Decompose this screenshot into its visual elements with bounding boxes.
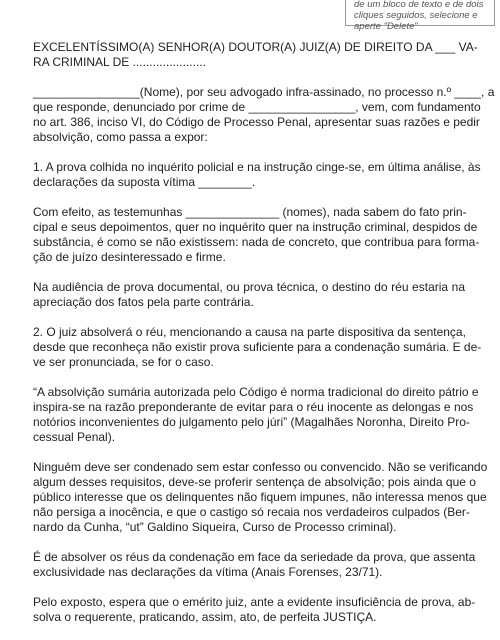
- paragraph-7: [33, 550, 476, 580]
- paragraph-3: [33, 280, 465, 310]
- text-line: cipal e seus depoimentos, quer no inquérito quer na instrução criminal, despidos de: [33, 220, 478, 234]
- text-line: Ninguém deve ser condenado sem estar confesso ou convencido. Não se verificando: [33, 460, 488, 474]
- instruction-line: aperte "Delete": [354, 21, 418, 32]
- text-line: ção de juízo desinteressado e firme.: [33, 250, 226, 264]
- text-line: RA CRIMINAL DE ......................: [33, 55, 206, 69]
- text-line: Pelo exposto, espera que o emérito juiz, ante a evidente insuficiência de prova, ab-: [33, 595, 476, 609]
- paragraph-4: [33, 325, 482, 370]
- instruction-line: cliques seguidos, selecione e: [354, 10, 478, 21]
- text-line: no art. 386, inciso VI, do Código de Processo Penal, apresentar suas razões e pedir: [33, 115, 480, 129]
- text-line: cessual Penal).: [33, 430, 116, 444]
- instruction-note: [345, 0, 495, 32]
- text-line: absolvição, como passa a expor:: [33, 130, 208, 144]
- paragraph-6: [33, 460, 488, 535]
- text-line: não persiga a inocência, e que o castigo só recaia nos verdadeiros culpados (Ber-: [33, 505, 470, 519]
- paragraph-intro: [33, 85, 495, 145]
- text-line: “A absolvição sumária autorizada pelo Código é norma tradicional do direito pátrio e: [33, 385, 479, 399]
- text-line: inspira-se na razão preponderante de evitar para o réu inocente as delongas e nos: [33, 400, 474, 414]
- heading: [33, 40, 478, 70]
- text-line: que responde, denunciado por crime de ________________, vem, com fundamento: [33, 100, 481, 114]
- text-line: solva o requerente, praticando, assim, ato, de perfeita JUSTIÇA.: [33, 610, 377, 624]
- text-line: Na audiência de prova documental, ou prova técnica, o destino do réu estaria na: [33, 280, 465, 294]
- text-line: 2. O juiz absolverá o réu, mencionando a causa na parte dispositiva da sentença,: [33, 325, 466, 339]
- text-line: algum desses requisitos, deve-se proferir sentença de absolvição; pois ainda que o: [33, 475, 476, 489]
- text-line: ________________(Nome), por seu advogado infra-assinado, no processo n.º ____, a: [33, 85, 495, 99]
- text-line: É de absolver os réus da condenação em face da seriedade da prova, que assenta: [33, 550, 476, 564]
- paragraph-1: [33, 160, 481, 190]
- text-line: apreciação dos fatos pela parte contrária.: [33, 295, 254, 309]
- instruction-line: de um bloco de texto e de dois: [354, 0, 484, 10]
- text-line: público interesse que os delinquentes não fiquem impunes, não interessa menos que: [33, 490, 487, 504]
- paragraph-2: [33, 205, 480, 265]
- text-line: declarações da suposta vítima ________.: [33, 175, 256, 189]
- text-line: notórios inconvenientes do julgamento pelo júri” (Magalhães Noronha, Direito Pro-: [33, 415, 470, 429]
- text-line: nardo da Cunha, “ut” Galdino Siqueira, Curso de Processo criminal).: [33, 520, 397, 534]
- text-line: substância, é como se não existissem: nada de concreto, que contribua para forma-: [33, 235, 480, 249]
- text-line: Com efeito, as testemunhas ______________ (nomes), nada sabem do fato prin-: [33, 205, 467, 219]
- text-line: exclusividade nas declarações da vítima (Anais Forenses, 23/71).: [33, 565, 383, 579]
- paragraph-8: [33, 595, 476, 625]
- paragraph-5: [33, 385, 479, 445]
- document-body[interactable]: [33, 40, 495, 640]
- text-line: desde que reconheça não existir prova suficiente para a condenação sumária. E de-: [33, 340, 482, 354]
- text-line: EXCELENTÍSSIMO(A) SENHOR(A) DOUTOR(A) JUIZ(A) DE DIREITO DA ___ VA-: [33, 40, 478, 54]
- text-line: 1. A prova colhida no inquérito policial e na instrução cinge-se, em última análise, às: [33, 160, 481, 174]
- text-line: ve ser pronunciada, se for o caso.: [33, 355, 214, 369]
